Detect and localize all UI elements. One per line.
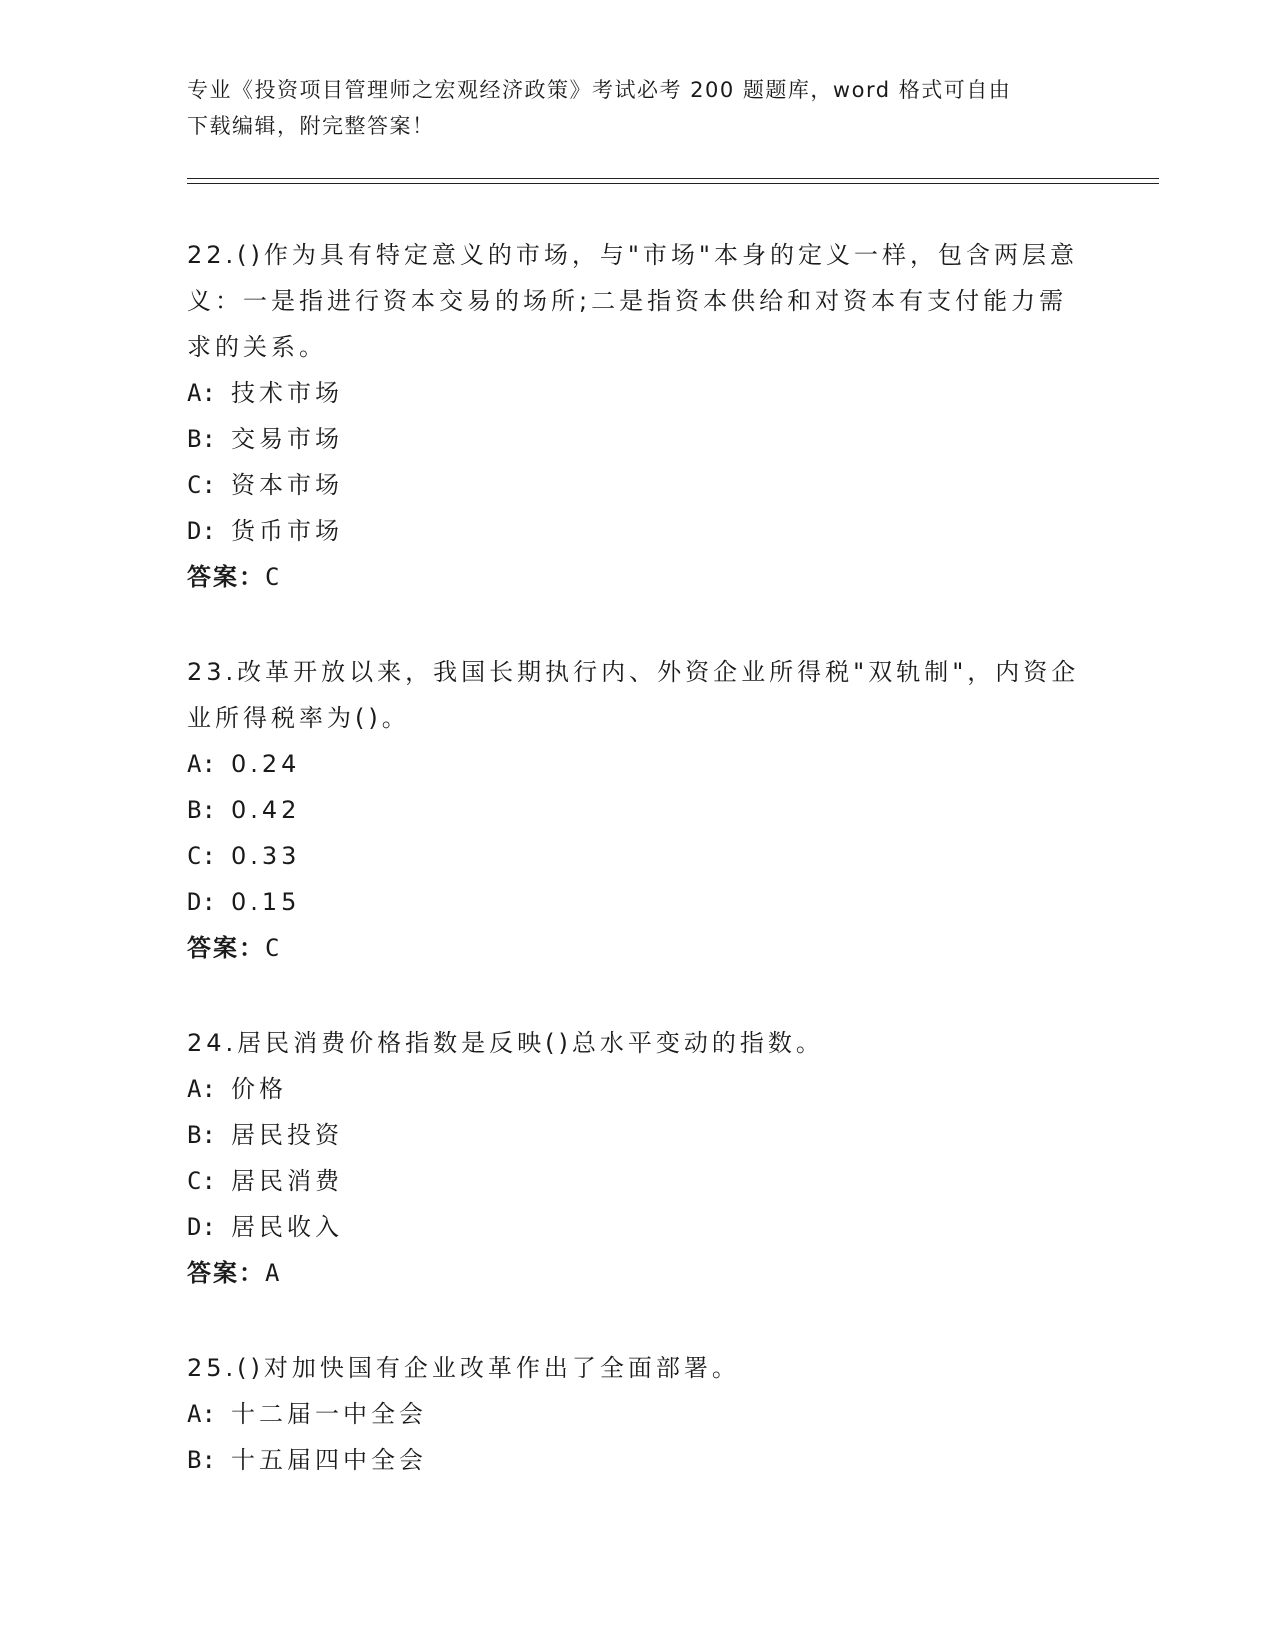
header-divider-bottom [187,183,1159,184]
answer-value: C [265,563,282,591]
option-key: B: [187,796,216,824]
option-c [187,462,1087,508]
answer-line [187,925,1087,972]
option-key: B: [187,1121,216,1149]
option-d [187,508,1087,554]
option-key: A: [187,379,216,407]
answer-line [187,1250,1087,1297]
option-key: B: [187,1446,216,1474]
option-b [187,1112,1087,1158]
header-line-1: 专业《投资项目管理师之宏观经济政策》考试必考 200 题题库，word 格式可自由 [187,78,1012,102]
option-text: 技术市场 [231,379,343,407]
question-stem: 22.()作为具有特定意义的市场，与"市场"本身的定义一样，包含两层意义：一是指进行资本交易的场所;二是指资本供给和对资本有支付能力需求的关系。 [187,241,1078,361]
option-key: A: [187,1400,216,1428]
option-key: A: [187,1075,216,1103]
option-key: C: [187,471,216,499]
question-stem: 23.改革开放以来，我国长期执行内、外资企业所得税"双轨制"，内资企业所得税率为()。 [187,658,1080,732]
answer-label: 答案： [187,564,265,591]
option-text: 0.24 [231,750,301,778]
header-divider-top [187,178,1159,179]
option-text: 0.33 [231,842,301,870]
option-text: 交易市场 [231,425,343,453]
option-text: 0.15 [231,888,301,916]
option-key: D: [187,517,216,545]
answer-value: A [265,1259,282,1287]
option-text: 居民收入 [231,1213,343,1241]
option-text: 货币市场 [231,517,343,545]
option-text: 资本市场 [231,471,343,499]
answer-value: C [265,934,282,962]
option-key: A: [187,750,216,778]
option-key: C: [187,1167,216,1195]
option-c [187,1158,1087,1204]
answer-line [187,554,1087,601]
option-a [187,370,1087,416]
option-text: 十五届四中全会 [231,1446,427,1474]
option-text: 居民消费 [231,1167,343,1195]
option-text: 十二届一中全会 [231,1400,427,1428]
option-d [187,879,1087,925]
option-key: C: [187,842,216,870]
option-b [187,416,1087,462]
option-b [187,1437,1087,1483]
option-b [187,787,1087,833]
option-a [187,1391,1087,1437]
option-a [187,1066,1087,1112]
option-c [187,833,1087,879]
question-25 [187,1345,1087,1483]
question-23 [187,649,1087,972]
option-d [187,1204,1087,1250]
question-24 [187,1020,1087,1297]
option-a [187,741,1087,787]
question-list [187,232,1087,1531]
answer-label: 答案： [187,1260,265,1287]
option-text: 居民投资 [231,1121,343,1149]
document-header [187,72,1087,144]
option-text: 价格 [231,1075,287,1103]
option-key: B: [187,425,216,453]
option-key: D: [187,888,216,916]
answer-label: 答案： [187,935,265,962]
option-text: 0.42 [231,796,301,824]
question-stem: 25.()对加快国有企业改革作出了全面部署。 [187,1354,740,1382]
question-22 [187,232,1087,601]
header-line-2: 下载编辑，附完整答案！ [187,114,435,138]
option-key: D: [187,1213,216,1241]
question-stem: 24.居民消费价格指数是反映()总水平变动的指数。 [187,1029,824,1057]
